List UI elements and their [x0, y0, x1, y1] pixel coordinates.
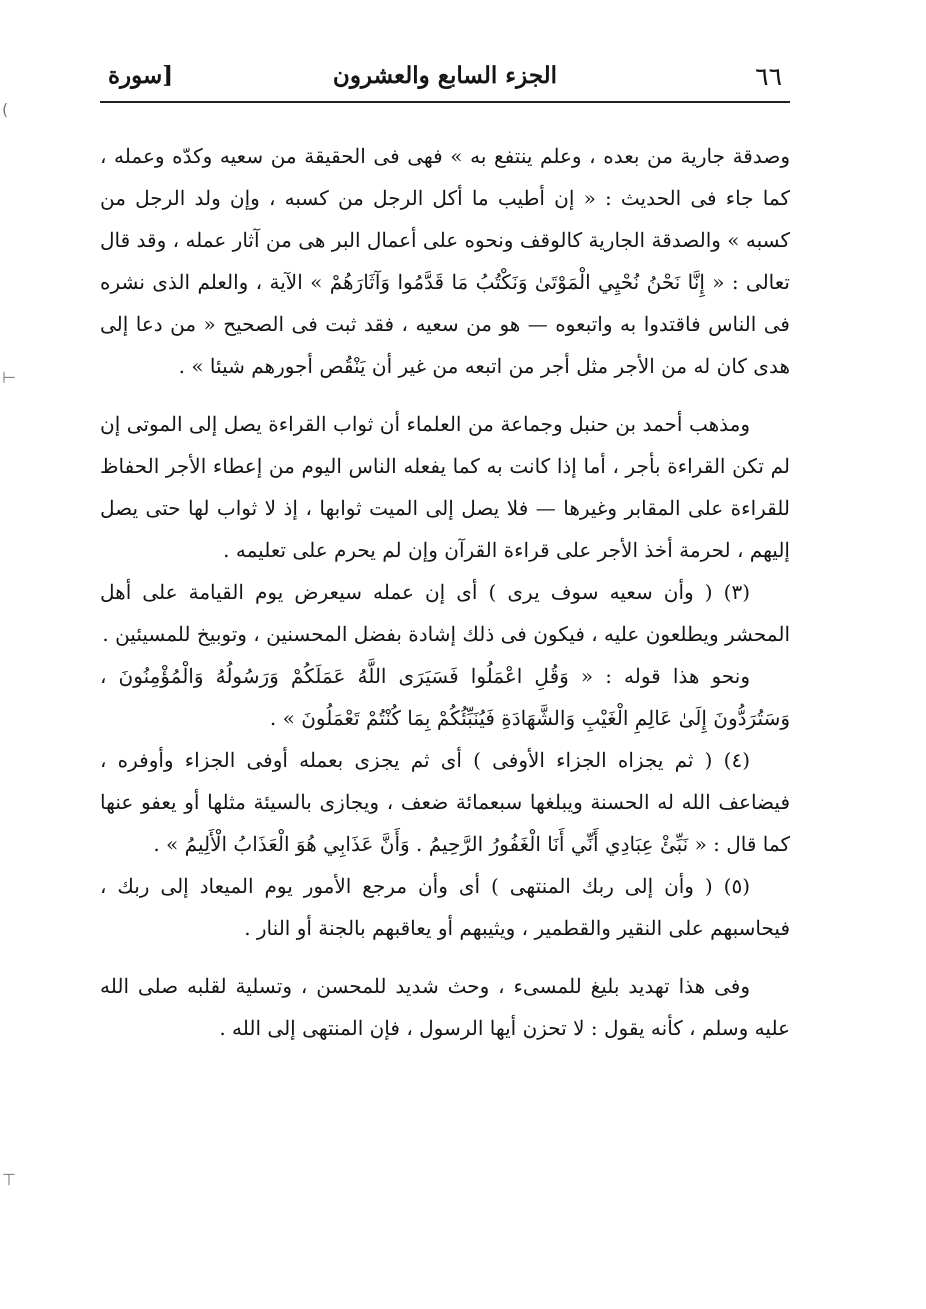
- page-body: [100, 135, 790, 1049]
- margin-mark: (: [2, 100, 9, 119]
- paragraph-4: ونحو هذا قوله : « وَقُلِ اعْمَلُوا فَسَيَرَى اللَّهُ عَمَلَكُمْ وَرَسُولُهُ وَالْمُؤْمِنُونَ ، وَسَتُرَدُّونَ إِلَىٰ عَالِمِ الْغَيْبِ وَالشَّهَادَةِ فَيُنَبِّئُكُمْ بِمَا كُنْتُمْ تَعْمَلُونَ » .: [100, 664, 790, 730]
- page-title: الجزء السابع والعشرون: [332, 62, 558, 89]
- paragraph-6: (٥) ( وأن إلى ربك المنتهى ) أى وأن مرجع الأمور يوم الميعاد إلى ربك ، فيحاسبهم على النقير والقطمير ، ويثيبهم أو يعاقبهم بالجنة أو النار .: [100, 874, 790, 940]
- paragraph-1: وصدقة جارية من بعده ، وعلم ينتفع به » فهى فى الحقيقة من سعيه وكدّه وعمله ، كما جاء فى الحديث : « إن أطيب ما أكل الرجل من كسبه ، وإن ولد الرجل من كسبه » والصدقة الجارية كالوقف ونحوه على أعمال البر هى من آثار عمله ، وقد قال تعالى : « إِنَّا نَحْنُ نُحْيِي الْمَوْتَىٰ وَنَكْتُبُ مَا قَدَّمُوا وَآثَارَهُمْ » الآية ، والعلم الذى نشره فى الناس فاقتدوا به واتبعوه — هو من سعيه ، فقد ثبت فى الصحيح « من دعا إلى هدى كان له من الأجر مثل أجر من اتبعه من غير أن يَنْقُص أجورهم شيئا » .: [100, 144, 790, 378]
- paragraph-7: وفى هذا تهديد بليغ للمسىء ، وحث شديد للمحسن ، وتسلية لقلبه صلى الله عليه وسلم ، كأنه يقول : لا تحزن أيها الرسول ، فإن المنتهى إلى الله .: [100, 974, 790, 1040]
- margin-mark: ⊤: [2, 1170, 16, 1189]
- margin-mark: ⊢: [2, 368, 16, 387]
- paragraph-5: (٤) ( ثم يجزاه الجزاء الأوفى ) أى ثم يجزى بعمله أوفى الجزاء وأوفره ، فيضاعف الله له الحسنة ويبلغها سبعمائة ضعف ، ويجازى بالسيئة مثلها أو يعفو عنها كما قال : « نَبِّئْ عِبَادِي أَنِّي أَنَا الْغَفُورُ الرَّحِيمُ . وَأَنَّ عَذَابِي هُوَ الْعَذَابُ الْأَلِيمُ » .: [100, 748, 790, 856]
- header-divider: [100, 101, 790, 103]
- page-header: [100, 60, 790, 100]
- paragraph-3: (٣) ( وأن سعيه سوف يرى ) أى إن عمله سيعرض يوم القيامة على أهل المحشر ويطلعون عليه ، فيكون فى ذلك إشادة بفضل المحسنين ، وتوبيخ للمسيئين .: [100, 580, 790, 646]
- page-number: ٦٦: [755, 62, 782, 91]
- paragraph-2: ومذهب أحمد بن حنبل وجماعة من العلماء أن ثواب القراءة يصل إلى الموتى إن لم تكن القراءة بأجر ، أما إذا كانت به كما يفعله الناس اليوم من إعطاء الأجر الحفاظ للقراءة على المقابر وغيرها — فلا يصل إلى الميت ثوابها ، إذ لا ثواب لها حتى يصل إليهم ، لحرمة أخذ الأجر على قراءة القرآن وإن لم يحرم على تعليمه .: [100, 412, 790, 562]
- sura-label: [سورة: [108, 62, 174, 89]
